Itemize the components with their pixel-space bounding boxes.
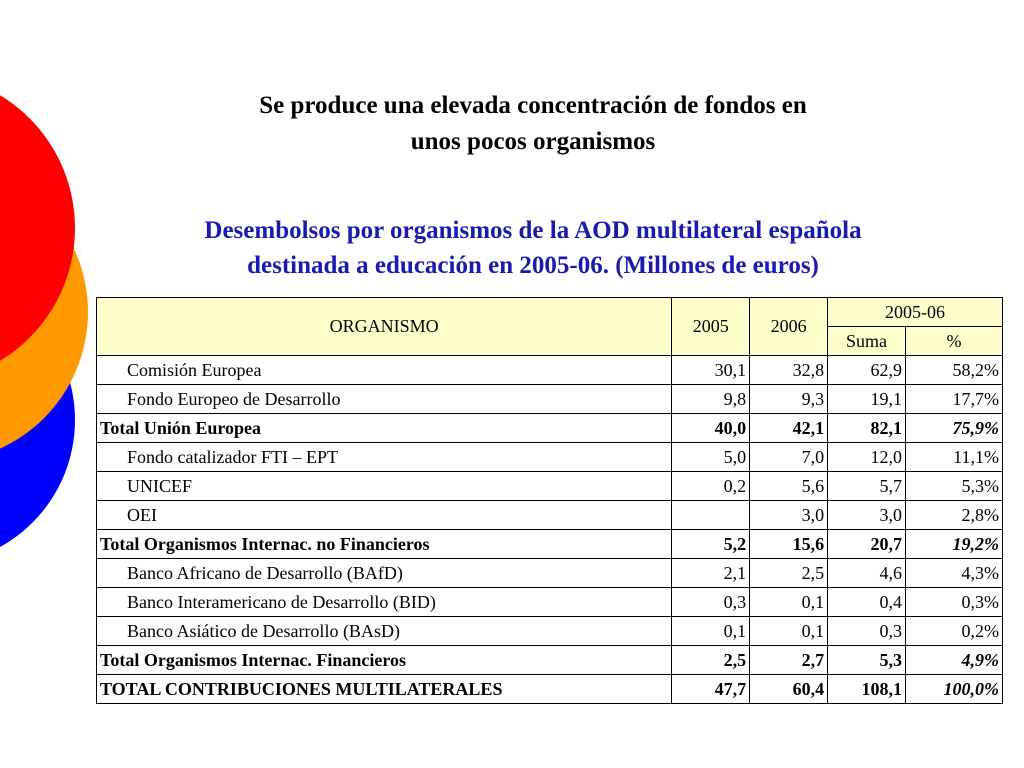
cell-pct: 11,1%	[906, 443, 1003, 472]
cell-2005: 2,5	[672, 646, 750, 675]
table-header	[97, 298, 1003, 356]
cell-2005: 0,1	[672, 617, 750, 646]
cell-suma: 4,6	[828, 559, 906, 588]
cell-2006: 42,1	[750, 414, 828, 443]
header-suma: Suma	[828, 327, 906, 356]
table-row	[97, 559, 1003, 588]
cell-suma: 3,0	[828, 501, 906, 530]
cell-pct: 4,9%	[906, 646, 1003, 675]
header-2005: 2005	[672, 298, 750, 356]
cell-suma: 12,0	[828, 443, 906, 472]
table-row	[97, 588, 1003, 617]
cell-2006: 9,3	[750, 385, 828, 414]
table-total-row	[97, 675, 1003, 704]
table-row	[97, 617, 1003, 646]
cell-2006: 3,0	[750, 501, 828, 530]
cell-pct: 17,7%	[906, 385, 1003, 414]
header-2005-06: 2005-06	[828, 298, 1003, 327]
table-total-row	[97, 646, 1003, 675]
table-row	[97, 385, 1003, 414]
cell-pct: 4,3%	[906, 559, 1003, 588]
cell-2006: 15,6	[750, 530, 828, 559]
cell-organismo: Comisión Europea	[97, 356, 672, 385]
table-body	[97, 356, 1003, 704]
cell-pct: 100,0%	[906, 675, 1003, 704]
cell-2006: 5,6	[750, 472, 828, 501]
cell-organismo: UNICEF	[97, 472, 672, 501]
cell-pct: 0,3%	[906, 588, 1003, 617]
cell-2005: 5,0	[672, 443, 750, 472]
table-caption-line1: Desembolsos por organismos de la AOD multilateral española	[204, 217, 862, 244]
cell-suma: 62,9	[828, 356, 906, 385]
disbursements-table	[96, 297, 1003, 704]
cell-suma: 20,7	[828, 530, 906, 559]
cell-suma: 19,1	[828, 385, 906, 414]
cell-pct: 75,9%	[906, 414, 1003, 443]
slide-title	[150, 88, 916, 160]
cell-2005	[672, 501, 750, 530]
cell-suma: 82,1	[828, 414, 906, 443]
table-caption	[150, 213, 916, 283]
cell-2005: 47,7	[672, 675, 750, 704]
cell-organismo: Fondo catalizador FTI – EPT	[97, 443, 672, 472]
table-caption-line2: destinada a educación en 2005-06. (Millones de euros)	[247, 252, 819, 279]
cell-organismo: Total Organismos Internac. no Financieros	[97, 530, 672, 559]
cell-2005: 0,3	[672, 588, 750, 617]
cell-2005: 5,2	[672, 530, 750, 559]
header-pct: %	[906, 327, 1003, 356]
cell-2006: 32,8	[750, 356, 828, 385]
cell-suma: 0,3	[828, 617, 906, 646]
cell-suma: 5,7	[828, 472, 906, 501]
table-row	[97, 501, 1003, 530]
cell-organismo: Total Unión Europea	[97, 414, 672, 443]
cell-2006: 60,4	[750, 675, 828, 704]
cell-2006: 2,5	[750, 559, 828, 588]
cell-2005: 0,2	[672, 472, 750, 501]
slide-title-line2: unos pocos organismos	[410, 128, 656, 155]
cell-2005: 40,0	[672, 414, 750, 443]
cell-2005: 9,8	[672, 385, 750, 414]
cell-pct: 2,8%	[906, 501, 1003, 530]
cell-suma: 108,1	[828, 675, 906, 704]
table-row	[97, 472, 1003, 501]
cell-suma: 0,4	[828, 588, 906, 617]
cell-organismo: Banco Africano de Desarrollo (BAfD)	[97, 559, 672, 588]
cell-organismo: Fondo Europeo de Desarrollo	[97, 385, 672, 414]
cell-pct: 19,2%	[906, 530, 1003, 559]
cell-2005: 2,1	[672, 559, 750, 588]
table-row	[97, 443, 1003, 472]
cell-pct: 5,3%	[906, 472, 1003, 501]
cell-organismo: Banco Asiático de Desarrollo (BAsD)	[97, 617, 672, 646]
table-row	[97, 356, 1003, 385]
cell-organismo: TOTAL CONTRIBUCIONES MULTILATERALES	[97, 675, 672, 704]
cell-organismo: Banco Interamericano de Desarrollo (BID)	[97, 588, 672, 617]
table-total-row	[97, 530, 1003, 559]
header-organismo: ORGANISMO	[97, 298, 672, 356]
cell-2006: 0,1	[750, 588, 828, 617]
cell-organismo: Total Organismos Internac. Financieros	[97, 646, 672, 675]
cell-2005: 30,1	[672, 356, 750, 385]
cell-2006: 0,1	[750, 617, 828, 646]
slide-title-line1: Se produce una elevada concentración de fondos en	[259, 92, 807, 119]
cell-2006: 7,0	[750, 443, 828, 472]
header-2006: 2006	[750, 298, 828, 356]
cell-organismo: OEI	[97, 501, 672, 530]
cell-2006: 2,7	[750, 646, 828, 675]
cell-suma: 5,3	[828, 646, 906, 675]
cell-pct: 58,2%	[906, 356, 1003, 385]
table-total-row	[97, 414, 1003, 443]
cell-pct: 0,2%	[906, 617, 1003, 646]
